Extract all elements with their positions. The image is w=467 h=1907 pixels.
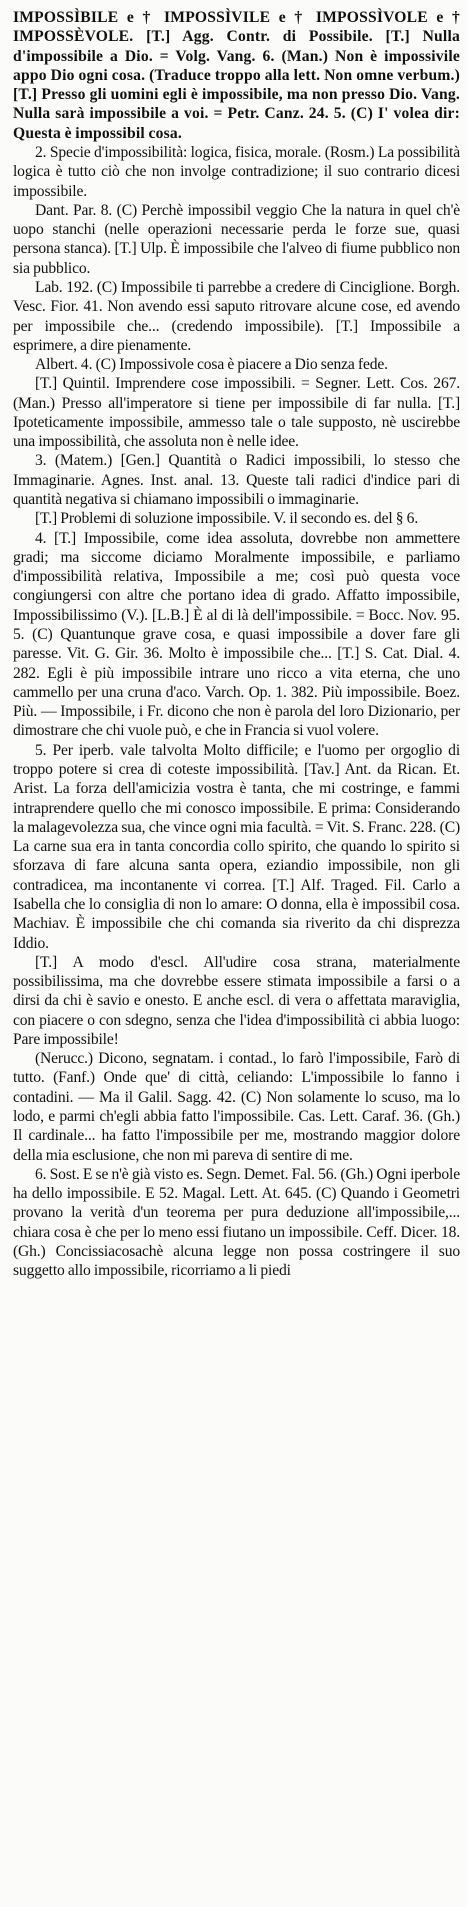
entry-citation-dante: Dant. Par. 8. (C) Perchè impossibil veggio Che la natura in quel ch'è uopo stanchi (nelle operazioni necessarie perda le forze sue, quasi persona stanca). [T.] Ulp. È impossibile che l'alveo di fiume pubblico non sia pubblico.: [13, 201, 460, 277]
entry-sense-2: 2. Specie d'impossibilità: logica, fisica, morale. (Rosm.) La possibilità logica è tutto ciò che non involge contradizione; il suo contrario dicesi impossibile.: [13, 143, 460, 200]
entry-citation-albert: Albert. 4. (C) Impossivole cosa è piacere a Dio senza fede.: [35, 356, 388, 374]
entry-problems: [T.] Problemi di soluzione impossibile. V. il secondo es. del § 6.: [35, 510, 419, 528]
entry-sense-3: 3. (Matem.) [Gen.] Quantità o Radici impossibili, lo stesso che Immaginarie. Agnes. Inst. anal. 13. Queste tali radici d'indice pari di quantità negativa si chiamano impossibili o immaginarie.: [13, 452, 460, 509]
entry-headword: IMPOSSÌBILE e † IMPOSSÌVILE e † IMPOSSÌVOLE e † IMPOSSÈVOLE. [T.] Agg. Contr. di Possibile. [T.] Nulla d'impossibile a Dio. = Volg. Vang. 6. (Man.) Non è impossivile appo Dio ogni cosa. (Traduce troppo alla lett. Non omne verbum.) [T.] Presso gli uomini egli è impossibile, ma non presso Dio. Vang. Nulla sarà impossibile a voi. = Petr. Canz. 24. 5. (C) I' volea dir: Questa è impossibil cosa.: [13, 9, 460, 142]
entry-sense-5: 5. Per iperb. vale talvolta Molto difficile; e l'uomo per orgoglio di troppo potere si crea di coteste impossibilità. [Tav.] Ant. da Rican. Et. Arist. La forza dell'amicizia vostra è tanta, che mi costringe, e fammi intraprendere quello che mi conosco impossibile. E prima: Considerando la malagevolezza sua, che vince ogni mia facultà. = Vit. S. Franc. 228. (C) La carne sua era in tanta concordia collo spirito, che quando lo spirito si sforzava di fare alcuna santa opera, eziandio impossibile, non gli contradicea, ma incontanente vi correa. [T.] Alf. Traged. Fil. Carlo a Isabella che lo consiglia di non lo amare: O donna, ella è impossibil cosa. Machiav. È impossibile che chi comanda sia riverito da chi disprezza Iddio.: [13, 741, 460, 952]
entry-exclamation: [T.] A modo d'escl. All'udire cosa strana, materialmente possibilissima, ma che dovrebbe essere stimata impossibile a farsi o a dirsi da chi è savio e onesto. E anche escl. di vera o affettata maraviglia, con piacere o con sdegno, senza che l'idea d'impossibilità ci abbia luogo: Pare impossibile!: [13, 953, 460, 1048]
entry-sense-6: 6. Sost. E se n'è già visto es. Segn. Demet. Fal. 56. (Gh.) Ogni iperbole ha dello impossibile. E 52. Magal. Lett. At. 645. (C) Quando i Geometri provano la verità d'un teorema per pura deduzione all'impossibile,... chiara cosa è che per lo meno essi fiutano un impossibile. Ceff. Dicer. 18. (Gh.) Concissiacosachè alcuna legge non possa costringere il suo suggetto allo impossibile, ricorriamo a li piedi: [13, 1165, 460, 1280]
entry-citation-lab: Lab. 192. (C) Impossibile ti parrebbe a credere di Cinciglione. Borgh. Vesc. Fior. 41. Non avendo essi saputo ritrovare alcune cose, ed avendo per impossibile che... (credendo impossibile). [T.] Impossibile a esprimere, a dire pienamente.: [13, 278, 460, 354]
entry-nerucc: (Nerucc.) Dicono, segnatam. i contad., lo farò l'impossibile, Farò di tutto. (Fanf.) Onde que' di città, celiando: L'impossibile lo fanno i contadini. — Ma il Galil. Sagg. 42. (C) Non solamente lo scuso, ma lo lodo, e parmi ch'egli abbia fatto l'impossibile. Cas. Lett. Caraf. 36. (Gh.) Il cardinale... ha fatto l'impossibile per me, mostrando maggior dolore della mia esclusione, che non mi pareva di sentire di me.: [13, 1050, 460, 1164]
entry-sense-4: 4. [T.] Impossibile, come idea assoluta, dovrebbe non ammettere gradi; ma siccome diciamo Moralmente impossibile, e parliamo d'impossibilità relativa, Impossibile a me; così può questa voce congiungersi con altre che portano idea di grado. Affatto impossibile, Impossibilissimo (V.). [L.B.] È al di là dell'impossibile. = Bocc. Nov. 95. 5. (C) Quantunque grave cosa, e quasi impossibile a dover fare gli paresse. Vit. G. Gir. 36. Molto è impossibile che... [T.] S. Cat. Dial. 4. 282. Egli è più impossibile intrare uno ricco a vita eterna, che uno cammello per una cruna d'aco. Varch. Op. 1. 382. Più impossibile. Boez. Più. — Impossibile, i Fr. dicono che non è parola del loro Dizionario, per dimostrare che chi vuole può, e che in Francia si vuol volere.: [13, 529, 460, 740]
entry-citation-quintil: [T.] Quintil. Imprendere cose impossibili. = Segner. Lett. Cos. 267. (Man.) Presso all'imperatore si tiene per impossibile di far nulla. [T.] Ipoteticamente impossibile, ammesso tale o tale supposto, nè uscirebbe una impossibilità, che assoluta non è nelle idee.: [13, 375, 460, 451]
